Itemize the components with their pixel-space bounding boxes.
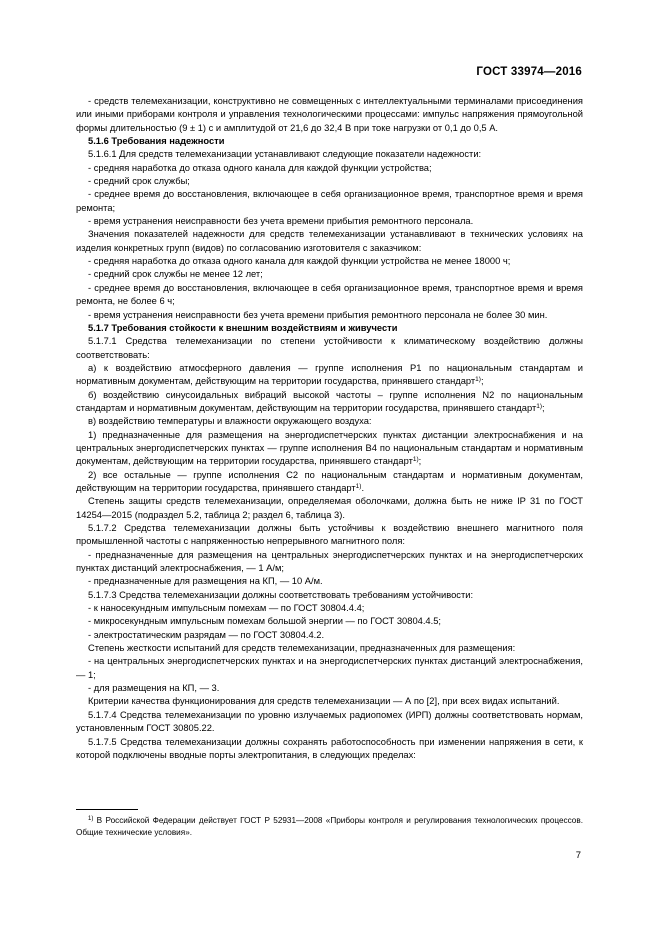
body-text (76, 95, 583, 762)
paragraph-text: - предназначенные для размещения на центральных энергодиспетчерских пунктах и на энергодиспетчерских пунктах дистанций электроснабжения, — 1 А/м; (76, 549, 583, 574)
page-number: 7 (575, 850, 581, 861)
paragraph-text: - средств телемеханизации, конструктивно не совмещенных с интеллектуальными терминалами присоединения или иными приборами контроля и управления технологическими процессами: импульс напряжения прямоугольной формы длительностью (9 ± 1) с и амплитудой от 21,6 до 32,4 В при токе нагрузки от 0,1 до 0,5 А. (76, 96, 583, 133)
paragraph (76, 549, 583, 576)
paragraph (76, 162, 583, 175)
paragraph-text: - предназначенные для размещения на КП, — 10 А/м. (88, 576, 323, 587)
paragraph-text: 5.1.7.2 Средства телемеханизации должны быть устойчивы к воздействию внешнего магнитного поля промышленной частоты с напряженностью непрерывного магнитного поля: (76, 523, 583, 547)
paragraph (76, 642, 583, 655)
paragraph (76, 188, 583, 215)
footnote-mark: 1) (88, 816, 94, 822)
paragraph-text: Степень защиты средств телемеханизации, определяемая оболочками, должна быть не ниже IP 31 по ГОСТ 14254—2015 (подраздел 5.2, таблица 2; раздел 6, таблица 3). (76, 496, 583, 520)
paragraph-text: - микросекундным импульсным помехам большой энергии — по ГОСТ 30804.4.5; (88, 616, 442, 627)
paragraph-text: б) воздействию синусоидальных вибраций высокой частоты – группе исполнения N2 по национальным стандартам и нормативным документам, действующим на территории государства, принявшего стандарт (76, 389, 583, 413)
paragraph-punctuation: . (361, 482, 365, 493)
paragraph (76, 736, 583, 763)
footnote-ref: 1) (475, 376, 481, 384)
paragraph (76, 95, 583, 135)
paragraph-text: 5.1.7.5 Средства телемеханизации должны сохранять работоспособность при изменении напряжения в сети, к которой подключены вводные порты электропитания, в следующих пределах: (76, 736, 583, 760)
paragraph (76, 215, 583, 228)
paragraph-text: Значения показателей надежности для средств телемеханизации устанавливают в технических условиях на изделия конкретных групп (видов) по согласованию изготовителя с заказчиком: (76, 229, 583, 253)
paragraph (76, 389, 583, 416)
paragraph-text: 1) предназначенные для размещения на энергодиспетчерских пунктах дистанции электроснабжения и на центральных энергодиспетчерских пунктах — группе исполнения В4 по национальным стандартам и нормативным документам, действующим на территории государства, принявшего стандарт (76, 429, 583, 467)
paragraph-text: - средний срок службы не менее 12 лет; (88, 269, 263, 280)
paragraph-text: 5.1.7 Требования стойкости к внешним воздействиям и живучести (88, 322, 398, 333)
paragraph-text: в) воздействию температуры и влажности окружающего воздуха: (88, 416, 372, 427)
paragraph (76, 709, 583, 736)
footnote (76, 815, 583, 839)
paragraph (76, 415, 583, 428)
paragraph-text: Степень жесткости испытаний для средств телемеханизации, предназначенных для размещения: (88, 643, 516, 654)
paragraph-text: - среднее время до восстановления, включающее в себя организационное время, транспортное время и время ремонта; (76, 189, 583, 213)
paragraph (76, 469, 583, 496)
paragraph (76, 522, 583, 549)
paragraph (76, 268, 583, 281)
paragraph (76, 602, 583, 615)
paragraph-text: 5.1.6 Требования надежности (88, 136, 225, 147)
footnote-ref: 1) (355, 482, 362, 490)
paragraph-text: 2) все остальные — группе исполнения С2 по национальным стандартам и нормативным документам, действующим на территории государства, принявшего стандарт (76, 469, 583, 493)
paragraph-text: - для размещения на КП, — 3. (88, 683, 220, 694)
paragraph (76, 589, 583, 602)
paragraph-text: - среднее время до восстановления, включающее в себя организационное время, транспортное время и время ремонта, не более 6 ч; (76, 282, 583, 307)
paragraph-text: - средняя наработка до отказа одного канала для каждой функции устройства не менее 18000 ч; (88, 256, 511, 267)
paragraph-text: а) к воздействию атмосферного давления — группе исполнения Р1 по национальным стандартам и нормативным документам, действующим на территории государства, принявшего стандарт (76, 362, 583, 387)
paragraph (76, 255, 583, 268)
paragraph-text: 5.1.7.4 Средства телемеханизации по уровню излучаемых радиопомех (ИРП) должны соответствовать нормам, установленным ГОСТ 30805.22. (76, 709, 583, 734)
paragraph-text: - электростатическим разрядам — по ГОСТ 30804.4.2. (88, 629, 325, 640)
paragraph (76, 615, 583, 628)
paragraph-text: Критерии качества функционирования для средств телемеханизации — А по [2], при всех видах испытаний. (88, 696, 560, 707)
paragraph (76, 362, 583, 389)
paragraph (76, 282, 583, 309)
running-header: ГОСТ 33974—2016 (476, 66, 582, 78)
paragraph (76, 682, 583, 695)
paragraph (76, 148, 583, 161)
paragraph-text: - к наносекундным импульсным помехам — по ГОСТ 30804.4.4; (88, 603, 365, 614)
paragraph (76, 495, 583, 522)
paragraph-text: - средний срок службы; (88, 176, 190, 187)
paragraph (76, 575, 583, 588)
paragraph (76, 228, 583, 255)
paragraph (76, 655, 583, 682)
paragraph-text: - средняя наработка до отказа одного канала для каждой функции устройства; (88, 162, 432, 173)
paragraph-text: - время устранения неисправности без учета времени прибытия ремонтного персонала. (88, 216, 474, 227)
footnote-ref: 1) (536, 402, 543, 410)
paragraph-text: - на центральных энергодиспетчерских пунктах и на энергодиспетчерских пунктах дистанций электроснабжения, — 1; (76, 656, 583, 680)
paragraph (76, 429, 583, 469)
paragraph-text: 5.1.7.3 Средства телемеханизации должны соответствовать требованиям устойчивости: (88, 589, 474, 600)
paragraph-text: - время устранения неисправности без учета времени прибытия ремонтного персонала не более 30 мин. (88, 309, 548, 320)
footnote-divider (76, 809, 138, 810)
paragraph (76, 175, 583, 188)
paragraph-text: 5.1.6.1 Для средств телемеханизации устанавливают следующие показатели надежности: (88, 149, 482, 160)
paragraph (76, 335, 583, 362)
paragraph-punctuation: ; (480, 376, 484, 387)
paragraph (76, 695, 583, 708)
section-heading (76, 135, 583, 148)
paragraph (76, 309, 583, 322)
paragraph (76, 629, 583, 642)
section-heading (76, 322, 583, 335)
footnote-text: В Российской Федерации действует ГОСТ Р 52931—2008 «Приборы контроля и регулирования технологических процессов. Общие технические условия». (76, 816, 583, 837)
paragraph-punctuation: ; (542, 402, 545, 413)
paragraph-punctuation: ; (418, 456, 422, 467)
paragraph-text: 5.1.7.1 Средства телемеханизации по степени устойчивости к климатическому воздействию должны соответствовать: (76, 336, 583, 360)
footnote-ref: 1) (412, 456, 419, 464)
